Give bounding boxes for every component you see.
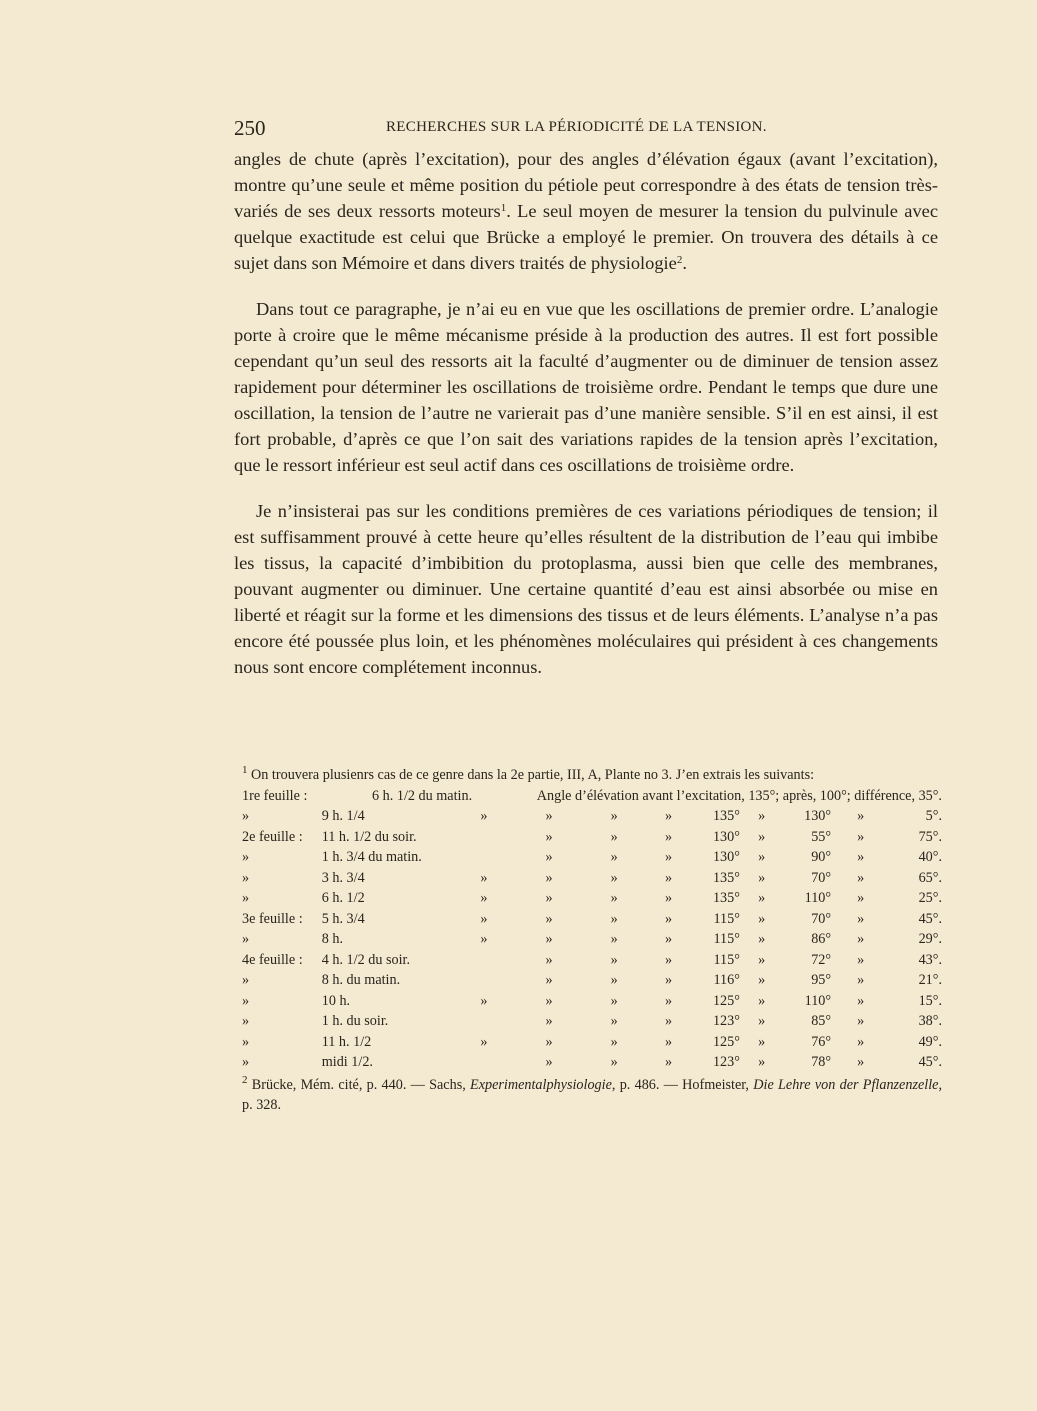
table-cell: » bbox=[480, 992, 488, 1009]
table-cell: » bbox=[545, 910, 553, 927]
table-cell: » bbox=[610, 869, 618, 886]
table-cell: 4e feuille : bbox=[242, 951, 303, 968]
table-cell: » bbox=[664, 828, 673, 845]
table-row bbox=[242, 847, 942, 868]
table-cell: » bbox=[545, 890, 553, 906]
paragraph-3: Je n’insisterai pas sur les conditions premières de ces variations périodiques de tension; il est suffisamment prouvé à cette heure qu’elles résultent de la distribution de l’eau qui imbibe les tissus, la capacité d’imbibition du protoplasma, aussi bien que celle des membranes, pouvant augmenter ou diminuer. Une certaine quantité d’eau est ainsi absorbée ou mise en liberté et réagit sur la forme et les dimensions des tissus et de leurs éléments. L’analyse n’a pas encore été poussée plus loin, et les phénomènes moléculaires qui président à ces changements nous sont encore complétement inconnus. bbox=[234, 501, 938, 677]
table-cell: » bbox=[857, 890, 865, 906]
table-cell: » bbox=[242, 1054, 250, 1070]
table-cell: 1 h. 3/4 du matin. bbox=[321, 849, 422, 865]
table-row bbox=[242, 909, 942, 930]
table-cell: » bbox=[610, 808, 618, 824]
footnote-2: $^2$ Brücke, Mém. cité, p. 440. — Sachs, Experimentalphysiologie, p. 486. — Hofmeister, Die Lehre von der Pflanzenzelle, p. 328. bbox=[242, 1073, 942, 1113]
table-cell: 130° bbox=[712, 849, 740, 865]
table-row bbox=[242, 950, 942, 971]
table-cell: 135° bbox=[712, 808, 740, 824]
page-header bbox=[234, 116, 938, 140]
table-cell: » bbox=[610, 1054, 618, 1070]
footnote-ref-2: 2 bbox=[676, 254, 683, 266]
footnote-ref-1: 1 bbox=[500, 202, 507, 214]
table-cell: 21°. bbox=[918, 972, 942, 988]
table-cell: » bbox=[610, 1013, 618, 1029]
table-cell: 2e feuille : bbox=[242, 828, 303, 845]
table-cell: » bbox=[758, 828, 766, 845]
table-cell: 115° bbox=[713, 931, 740, 947]
table-cell: 8 h. du matin. bbox=[321, 972, 401, 988]
table-cell: » bbox=[480, 808, 488, 824]
table-cell: 123° bbox=[712, 1054, 740, 1070]
table-cell: 76° bbox=[811, 1033, 832, 1050]
table-cell: » bbox=[857, 869, 865, 886]
table-cell: 55° bbox=[811, 828, 832, 845]
table-cell: » bbox=[857, 992, 865, 1009]
table-cell: 45°. bbox=[918, 1054, 942, 1070]
table-cell: » bbox=[758, 808, 766, 824]
table-cell: » bbox=[610, 890, 618, 906]
table-cell: 4 h. 1/2 du soir. bbox=[321, 951, 411, 968]
table-cell: » bbox=[242, 808, 250, 824]
table-cell: » bbox=[545, 1013, 553, 1029]
table-cell: » bbox=[758, 1054, 766, 1070]
table-cell: » bbox=[664, 869, 673, 886]
table-cell: » bbox=[758, 992, 766, 1009]
footnotes bbox=[242, 765, 942, 1116]
table-cell: » bbox=[242, 1033, 250, 1050]
table-cell: » bbox=[664, 951, 673, 968]
table-cell: » bbox=[480, 910, 488, 927]
table-cell: 6 h. 1/2 bbox=[321, 890, 365, 906]
table-cell: » bbox=[664, 808, 673, 824]
table-cell: 70° bbox=[811, 910, 832, 927]
table-cell: » bbox=[857, 972, 865, 988]
table-cell: 11 h. 1/2 bbox=[321, 1033, 372, 1050]
table-cell: 75°. bbox=[918, 828, 942, 845]
table-cell: » bbox=[758, 910, 766, 927]
table-cell: » bbox=[610, 951, 618, 968]
table-cell: » bbox=[758, 1033, 766, 1050]
table-cell: 110° bbox=[804, 992, 832, 1009]
table-cell: 78° bbox=[811, 1054, 832, 1070]
table-cell: » bbox=[664, 1033, 673, 1050]
table-cell: 110° bbox=[804, 890, 832, 906]
page-number: 250 bbox=[234, 116, 266, 140]
table-cell: » bbox=[610, 910, 618, 927]
paragraph-2: Dans tout ce paragraphe, je n’ai eu en vue que les oscillations de premier ordre. L’analogie porte à croire que le même mécanisme préside à la production des autres. Il est fort possible cependant qu’un seul des ressorts ait la faculté d’augmenter ou de diminuer de tension assez rapidement pour déterminer les oscillations de troisième ordre. Pendant le temps que dure une oscillation, la tension de l’autre ne varierait pas d’une manière sensible. S’il en est ainsi, il est fort probable, d’après ce que l’on sait des variations rapides de la tension après l’excitation, que le ressort inférieur est seul actif dans ces oscillations de troisième ordre. bbox=[234, 299, 938, 475]
table-cell: » bbox=[545, 972, 553, 988]
table-cell: 5 h. 3/4 bbox=[321, 910, 365, 927]
table-cell: » bbox=[480, 890, 488, 906]
table-cell bbox=[451, 970, 516, 991]
table-cell: » bbox=[857, 931, 865, 947]
table-cell: » bbox=[545, 1033, 553, 1050]
table-cell: » bbox=[480, 1033, 488, 1050]
paragraph-1: angles de chute (après l’excitation), pour des angles d’élévation égaux (avant l’excitation), montre qu’une seule et même position du pétiole peut correspondre à des états de tension très-variés de ses deux ressorts moteurs$^1$. Le seul moyen de mesurer la tension du pulvinule avec quelque exactitude est celui que Brücke a employé le premier. On trouvera des détails à ce sujet dans son Mémoire et dans divers traités de physiologie$^2$. bbox=[234, 149, 938, 273]
table-cell: midi 1/2. bbox=[321, 1054, 373, 1070]
table-cell: 85° bbox=[811, 1013, 832, 1029]
table-cell: 1 h. du soir. bbox=[321, 1013, 389, 1029]
table-cell: » bbox=[545, 931, 553, 947]
table-cell: 65°. bbox=[918, 869, 942, 886]
table-cell: 3e feuille : bbox=[242, 910, 303, 927]
table-cell bbox=[451, 1052, 516, 1073]
table-cell: » bbox=[242, 992, 250, 1009]
table-cell: 29°. bbox=[918, 931, 942, 947]
table-cell: 3 h. 3/4 bbox=[321, 869, 365, 886]
table-cell: » bbox=[242, 869, 250, 886]
table-cell: » bbox=[664, 931, 673, 947]
table-row bbox=[242, 1011, 942, 1032]
table-cell: 15°. bbox=[918, 992, 942, 1009]
table-cell: 135° bbox=[712, 869, 740, 886]
table-cell: 8 h. bbox=[321, 931, 343, 947]
table-row bbox=[242, 888, 942, 909]
table-cell: 49°. bbox=[918, 1033, 942, 1050]
table-cell: 123° bbox=[712, 1013, 740, 1029]
table-cell: » bbox=[758, 869, 766, 886]
table-cell: 5°. bbox=[925, 808, 942, 824]
table-cell: 11 h. 1/2 du soir. bbox=[321, 828, 417, 845]
table-cell: » bbox=[758, 890, 766, 906]
table-cell: » bbox=[242, 931, 250, 947]
table-cell bbox=[451, 847, 516, 868]
table-cell: » bbox=[857, 828, 865, 845]
footnote-1-intro: $^1$ On trouvera plusienrs cas de ce genre dans la 2e partie, III, A, Plante no 3. J’en extrais les suivants: bbox=[242, 764, 815, 783]
table-cell: » bbox=[857, 1013, 865, 1029]
table-cell: » bbox=[758, 951, 766, 968]
table-cell: 43°. bbox=[918, 951, 942, 968]
table-cell: 25°. bbox=[918, 890, 942, 906]
table-row bbox=[242, 868, 942, 889]
table-cell: » bbox=[610, 931, 618, 947]
table-cell: » bbox=[480, 869, 488, 886]
table-row bbox=[242, 806, 942, 827]
table-cell bbox=[451, 827, 516, 848]
table-cell: 90° bbox=[811, 849, 832, 865]
table-cell: » bbox=[857, 951, 865, 968]
table-cell: » bbox=[664, 910, 673, 927]
table-cell: » bbox=[664, 992, 673, 1009]
table-cell: » bbox=[545, 869, 553, 886]
table-cell bbox=[451, 950, 516, 971]
table-cell: » bbox=[758, 931, 766, 947]
table-cell: » bbox=[610, 972, 618, 988]
table-cell: » bbox=[664, 972, 673, 988]
table-cell: » bbox=[664, 849, 673, 865]
body-text bbox=[234, 146, 938, 700]
table-cell: » bbox=[857, 808, 865, 824]
table-cell: » bbox=[545, 951, 553, 968]
table-row bbox=[242, 991, 942, 1012]
table-cell: 40°. bbox=[918, 849, 942, 865]
table-cell: 86° bbox=[811, 931, 832, 947]
table-cell: » bbox=[242, 972, 250, 988]
table-cell: 130° bbox=[804, 808, 832, 824]
table-row bbox=[242, 929, 942, 950]
table-cell: » bbox=[758, 849, 766, 865]
table-cell: » bbox=[545, 1054, 553, 1070]
table-cell bbox=[451, 1011, 516, 1032]
table-cell: » bbox=[664, 1013, 673, 1029]
table-cell: 45°. bbox=[918, 910, 942, 927]
table-cell: 125° bbox=[712, 992, 740, 1009]
table-cell: 95° bbox=[811, 972, 832, 988]
table-cell: 135° bbox=[712, 890, 740, 906]
table-cell: 115° bbox=[713, 910, 740, 927]
table-cell: » bbox=[610, 1033, 618, 1050]
table-cell: » bbox=[857, 1054, 865, 1070]
table-cell: » bbox=[545, 849, 553, 865]
table-cell: » bbox=[857, 910, 865, 927]
table-row bbox=[242, 827, 942, 848]
table-cell: » bbox=[545, 828, 553, 845]
table-row bbox=[242, 1052, 942, 1073]
footnote-1-first-line: 1re feuille : 6 h. 1/2 du matin. Angle d’élévation avant l’excitation, 135°; après, 100°; différence, 35°. bbox=[242, 787, 942, 804]
table-cell: » bbox=[857, 849, 865, 865]
table-cell: 130° bbox=[712, 828, 740, 845]
table-cell: » bbox=[610, 828, 618, 845]
table-cell: » bbox=[758, 972, 766, 988]
table-cell: » bbox=[242, 890, 250, 906]
table-cell: 9 h. 1/4 bbox=[321, 808, 365, 824]
table-cell: 10 h. bbox=[321, 992, 351, 1009]
table-cell: » bbox=[242, 1013, 250, 1029]
table-cell: » bbox=[664, 890, 673, 906]
table-cell: 70° bbox=[811, 869, 832, 886]
table-cell: » bbox=[664, 1054, 673, 1070]
table-row bbox=[242, 970, 942, 991]
table-cell: 115° bbox=[713, 951, 740, 968]
measurement-table bbox=[242, 806, 942, 1073]
table-cell: » bbox=[758, 1013, 766, 1029]
table-cell: » bbox=[857, 1033, 865, 1050]
table-cell: 72° bbox=[811, 951, 832, 968]
table-cell: » bbox=[480, 931, 488, 947]
running-title: RECHERCHES SUR LA PÉRIODICITÉ DE LA TENSION. bbox=[386, 119, 767, 135]
table-cell: » bbox=[545, 992, 553, 1009]
table-row bbox=[242, 1032, 942, 1053]
table-cell: » bbox=[610, 992, 618, 1009]
table-cell: » bbox=[610, 849, 618, 865]
table-cell: » bbox=[242, 849, 250, 865]
table-cell: 125° bbox=[712, 1033, 740, 1050]
table-cell: » bbox=[545, 808, 553, 824]
table-cell: 116° bbox=[713, 972, 740, 988]
table-cell: 38°. bbox=[918, 1013, 942, 1029]
